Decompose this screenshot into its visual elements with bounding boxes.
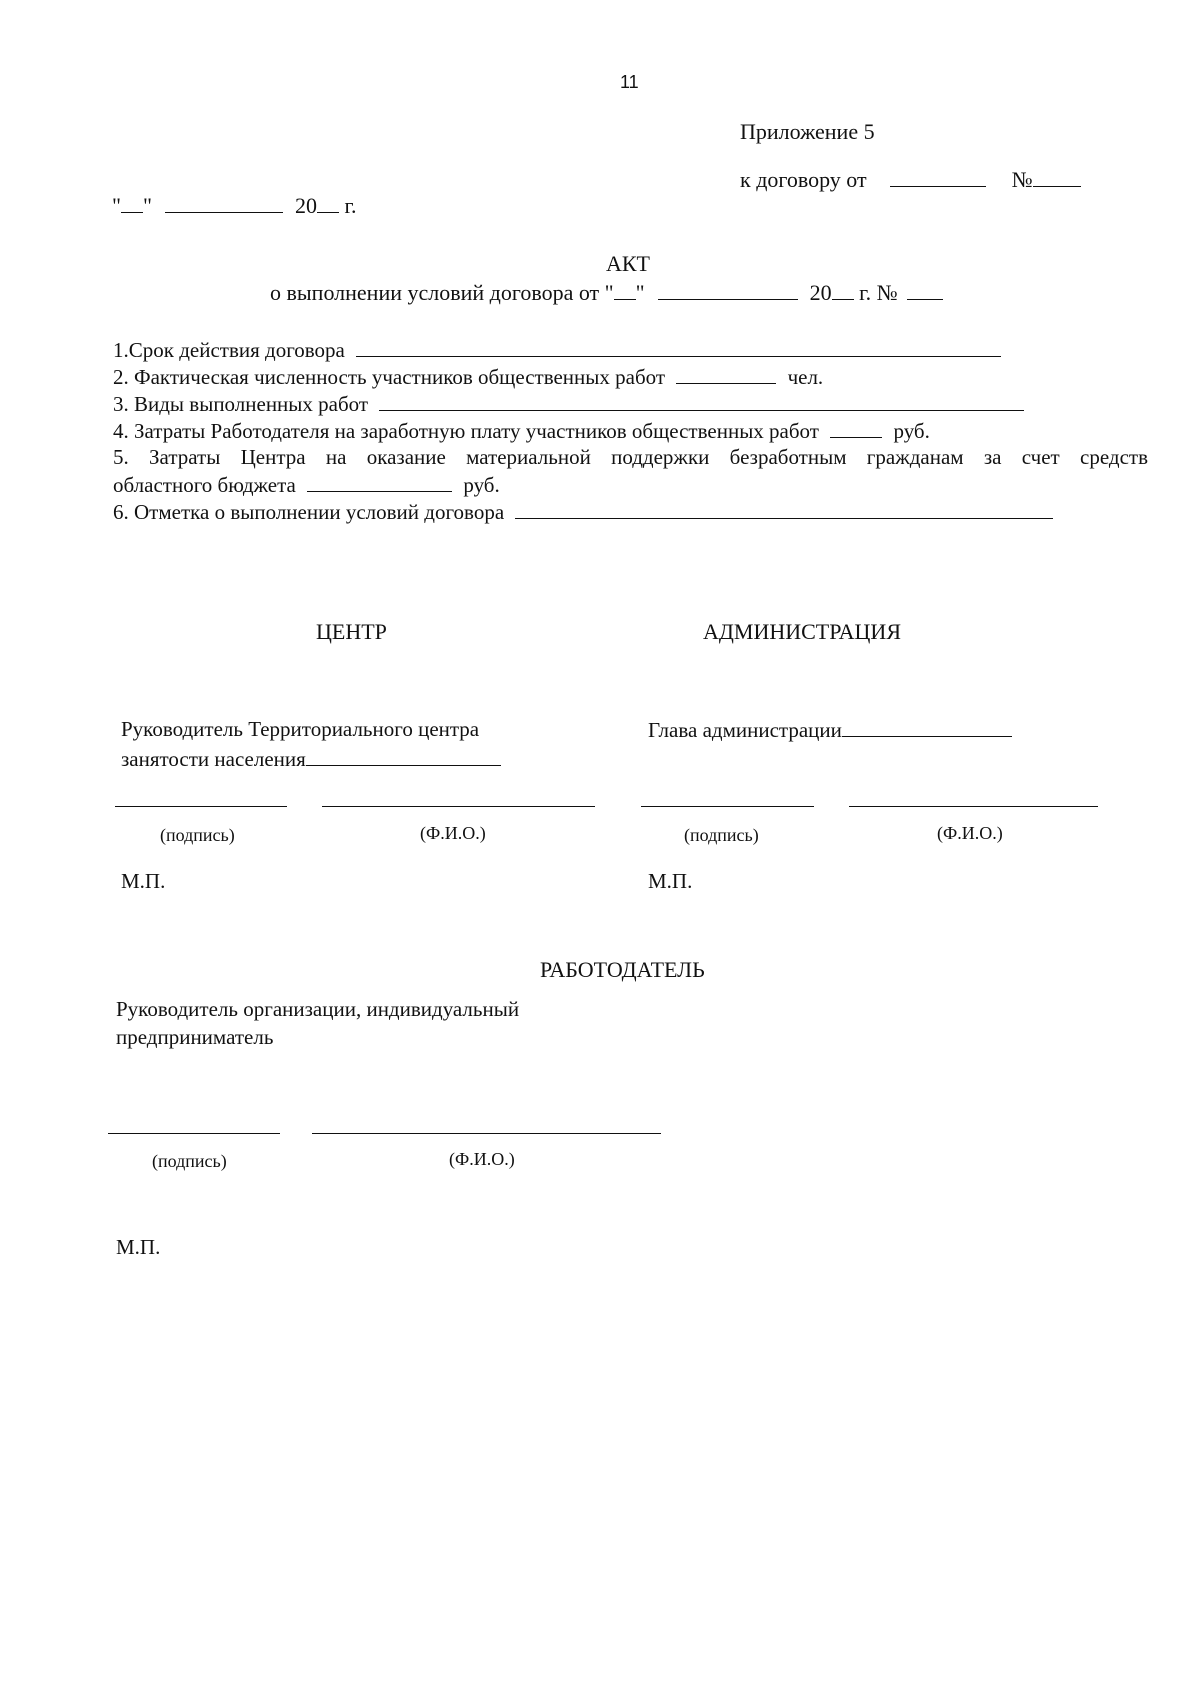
administration-role-text: Глава администрации (648, 718, 842, 742)
contract-ref-prefix: к договору от (740, 167, 867, 192)
item-5-word: 5. (113, 445, 129, 469)
date-close-quote: " (142, 193, 152, 218)
item-5-word: поддержки (611, 445, 710, 469)
date-day-blank[interactable] (121, 192, 143, 213)
center-role-blank[interactable] (306, 745, 501, 766)
act-year-blank[interactable] (832, 279, 854, 300)
center-role-line-2 (121, 745, 501, 773)
center-role-line-2-text: занятости населения (121, 747, 306, 771)
item-2-label: 2. Фактическая численность участников общественных работ (113, 365, 666, 389)
act-subheading-year: 20 (809, 280, 832, 305)
item-6 (113, 498, 1053, 526)
act-month-blank[interactable] (658, 279, 798, 300)
employer-signature-label: (подпись) (152, 1151, 227, 1171)
administration-signature-line[interactable] (641, 806, 814, 807)
contract-no-label: № (1011, 167, 1033, 192)
item-2 (113, 363, 823, 391)
item-6-blank[interactable] (515, 498, 1053, 519)
item-5-unit: руб. (463, 473, 500, 497)
item-2-blank[interactable] (676, 363, 776, 384)
administration-stamp: М.П. (648, 869, 693, 893)
center-role-line-1: Руководитель Территориального центра (121, 717, 480, 741)
employer-name-line[interactable] (312, 1133, 661, 1134)
administration-name-line[interactable] (849, 806, 1098, 807)
item-5-word: Затраты (149, 445, 221, 469)
employer-role-line-2: предприниматель (116, 1025, 274, 1049)
item-5-line-1 (113, 444, 1148, 471)
item-1-label: 1.Срок действия договора (113, 338, 345, 362)
item-5-blank[interactable] (307, 471, 452, 492)
item-4-label: 4. Затраты Работодателя на заработную плату участников общественных работ (113, 419, 819, 443)
employer-signature-line[interactable] (108, 1133, 280, 1134)
item-5-word: счет (1021, 445, 1060, 469)
contract-no-blank[interactable] (1033, 166, 1081, 187)
center-signature-line[interactable] (115, 806, 287, 807)
item-3 (113, 390, 1024, 418)
item-5-word: гражданам (866, 445, 964, 469)
center-name-line[interactable] (322, 806, 595, 807)
item-6-label: 6. Отметка о выполнении условий договора (113, 500, 505, 524)
item-5-word: материальной (466, 445, 591, 469)
date-year-suffix: г. (344, 193, 357, 218)
act-day-blank[interactable] (614, 279, 636, 300)
item-5-word: безработным (729, 445, 847, 469)
item-1 (113, 336, 1001, 364)
item-2-unit: чел. (787, 365, 824, 389)
employer-stamp: М.П. (116, 1235, 161, 1259)
date-year-prefix: 20 (294, 193, 317, 218)
act-subheading-quote: " (635, 280, 645, 305)
act-subheading-suffix: г. № (859, 280, 898, 305)
item-4-unit: руб. (893, 419, 930, 443)
item-5-word: оказание (366, 445, 446, 469)
contract-date-blank[interactable] (890, 166, 986, 187)
document-date (112, 192, 357, 220)
appendix-label: Приложение 5 (740, 119, 875, 144)
act-subheading (270, 279, 943, 307)
act-heading: АКТ (606, 251, 650, 276)
item-4-blank[interactable] (830, 417, 882, 438)
administration-signature-label: (подпись) (684, 825, 759, 845)
item-3-blank[interactable] (379, 390, 1024, 411)
center-stamp: М.П. (121, 869, 166, 893)
item-5-line-2 (113, 471, 500, 499)
administration-role-line (648, 716, 1012, 744)
act-number-blank[interactable] (907, 279, 943, 300)
page-number: 11 (620, 72, 639, 92)
date-open-quote: " (112, 193, 121, 218)
item-4 (113, 417, 930, 445)
item-3-label: 3. Виды выполненных работ (113, 392, 369, 416)
act-subheading-prefix: о выполнении условий договора от " (270, 280, 614, 305)
administration-role-blank[interactable] (842, 716, 1012, 737)
center-name-label: (Ф.И.О.) (420, 823, 486, 843)
item-5-word: на (325, 445, 347, 469)
administration-name-label: (Ф.И.О.) (937, 823, 1003, 843)
center-heading: ЦЕНТР (316, 619, 387, 644)
date-month-blank[interactable] (165, 192, 283, 213)
item-5-word: средств (1080, 445, 1148, 469)
item-1-blank[interactable] (356, 336, 1001, 357)
employer-name-label: (Ф.И.О.) (449, 1149, 515, 1169)
employer-role-line-1: Руководитель организации, индивидуальный (116, 997, 520, 1021)
item-5-budget-label: областного бюджета (113, 473, 296, 497)
date-year-blank[interactable] (317, 192, 339, 213)
center-signature-label: (подпись) (160, 825, 235, 845)
contract-reference (740, 166, 1081, 194)
item-5-word: Центра (240, 445, 306, 469)
item-5-word: за (983, 445, 1002, 469)
administration-heading: АДМИНИСТРАЦИЯ (703, 619, 901, 644)
employer-heading: РАБОТОДАТЕЛЬ (540, 957, 705, 982)
